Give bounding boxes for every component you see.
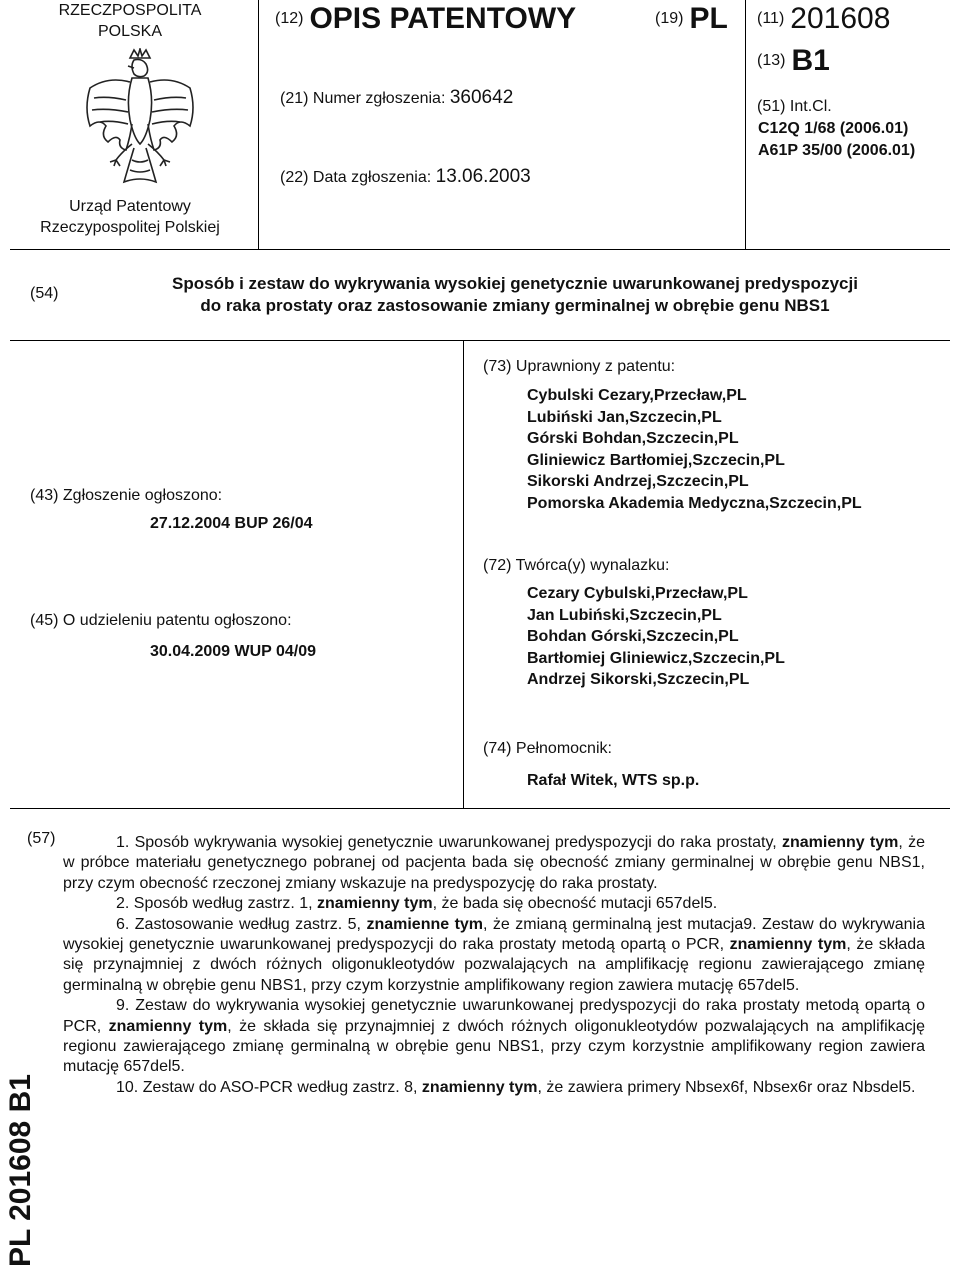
claim-1-text-a: 1. Sposób wykrywania wysokiej genetycznie uwarunkowanej predyspozycji do raka prostaty, [116,834,777,851]
claim-6-text-a: 6. Zastosowanie według zastrz. 5, [116,915,361,933]
proprietor-item: Cybulski Cezary,Przecław,PL [527,387,747,404]
abstract-code: (57) [27,830,56,847]
claim-2-text-b: , że bada się obecność mutacji 657del5. [432,895,718,913]
claim-6 [63,915,925,997]
claim-6-text-b: , że zmianą germinalną jest mutacja9. Zestaw do wykrywania wysokiej genetycznie uwarunkowanej predyspozycji do raka prostaty metodą opartą o PCR, [63,915,925,954]
inventor-item: Jan Lubiński,Szczecin,PL [527,606,722,624]
attorney-label: (74) Pełnomocnik: [483,740,612,757]
proprietors-list [527,385,862,515]
patent-office-name [20,196,240,238]
filing-date-value: 13.06.2003 [435,166,531,187]
biblio-column-divider [463,340,464,808]
claim-6-bold-2: znamienny tym [729,936,847,954]
patent-number-label: (11) [757,10,785,27]
biblio-bottom-rule [10,808,950,809]
country-code-value: PL [689,2,728,35]
application-number [280,87,513,109]
classification-1: C12Q 1/68 (2006.01) [758,120,909,137]
intcl-label: (51) Int.Cl. [757,98,832,115]
claim-9-text-a: 9. Zestaw do wykrywania wysokiej genetycznie uwarunkowanej predyspozycji do raka prostaty metodą opartą o PCR, [63,997,925,1035]
kind-code-label: (13) [757,52,786,69]
document-type-text: OPIS PATENTOWY [309,2,577,35]
claim-10 [63,1078,925,1098]
inventor-item: Bartłomiej Gliniewicz,Szczecin,PL [527,649,785,667]
inventors-label: (72) Twórca(y) wynalazku: [483,557,670,574]
title-bottom-rule [10,340,950,341]
country-line-2: POLSKA [97,23,163,40]
claim-1-text-b: , że w próbce materiału genetycznego pobranej od pacjenta bada się obecność zmiany germinalnej w obrębie genu NBS1, przy czym obecność rzeczonej zmiany wskazuje na predyspozycję do raka prostaty. [63,834,925,892]
publication-label: (43) Zgłoszenie ogłoszono: [30,487,223,504]
claim-2-bold: znamienny tym [317,895,433,913]
grant-label: (45) O udzieleniu patentu ogłoszono: [30,612,292,629]
proprietor-item: Gliniewicz Bartłomiej,Szczecin,PL [527,451,785,469]
claim-6-bold: znamienne tym [366,915,484,933]
title-line-2: do raka prostaty oraz zastosowanie zmiany germinalnej w obrębie genu NBS1 [200,296,830,315]
proprietors-label: (73) Uprawniony z patentu: [483,358,676,375]
attorney-value: Rafał Witek, WTS sp.p. [527,772,700,789]
claim-2 [63,894,925,914]
claim-9-bold: znamienny tym [108,1017,228,1035]
inventor-item: Cezary Cybulski,Przecław,PL [527,585,748,602]
claim-2-text-a: 2. Sposób według zastrz. 1, [116,895,313,913]
claim-1-bold: znamienny tym [781,834,899,851]
office-line-1: Urząd Patentowy [69,198,191,215]
abstract-text [63,833,925,1098]
proprietor-item: Górski Bohdan,Szczecin,PL [527,430,739,448]
filing-date [280,166,531,188]
document-type [275,2,576,36]
header-left-divider [258,0,259,249]
classification-2: A61P 35/00 (2006.01) [758,142,916,159]
claim-10-text-a: 10. Zestaw do ASO-PCR według zastrz. 8, [116,1078,418,1096]
polish-eagle-emblem [78,48,202,188]
proprietor-item: Pomorska Akademia Medyczna,Szczecin,PL [527,494,862,512]
country-code [655,2,728,36]
claim-10-text-b: , że zawiera primery Nbsex6f, Nbsex6r oraz Nbsdel5. [537,1078,916,1096]
grant-value: 30.04.2009 WUP 04/09 [150,643,317,660]
application-number-value: 360642 [449,87,514,108]
country-name [20,0,240,42]
patent-number [757,2,890,36]
header-bottom-rule [10,249,950,250]
claim-10-bold: znamienny tym [421,1078,538,1096]
claim-9-text-b: , że składa się przynajmniej z dwóch różnych oligonukleotydów pozwalających na amplifikację regionu zawierającego zmianę germinalną w obrębie genu NBS1, przy czym korzystnie amplifikowany region zawiera mutację 657del5. [63,1017,926,1076]
claim-6-text-c: , że składa się przynajmniej z dwóch różnych oligonukleotydów pozwalających na amplifikację regionu zawierającego zmianę germinalną w obrębie genu NBS1, przy czym korzystnie amplifikowany region zawiera mutację 657del5. [63,936,926,994]
side-patent-label: PL 201608 B1 [4,1074,37,1267]
inventors-list [527,583,785,691]
document-type-code: (12) [275,10,304,27]
publication-value: 27.12.2004 BUP 26/04 [150,515,313,532]
inventor-item: Andrzej Sikorski,Szczecin,PL [527,671,750,689]
inventor-item: Bohdan Górski,Szczecin,PL [527,628,739,646]
country-line-1: RZECZPOSPOLITA [58,2,202,19]
application-number-label: (21) Numer zgłoszenia: [280,90,446,107]
filing-date-label: (22) Data zgłoszenia: [280,169,432,186]
country-code-label: (19) [655,10,684,27]
claim-9 [63,996,925,1078]
office-line-2: Rzeczypospolitej Polskiej [40,219,220,236]
kind-code [757,44,830,78]
title-code: (54) [30,285,59,302]
header-right-divider [745,0,746,249]
kind-code-value: B1 [791,44,830,77]
invention-title [110,273,920,317]
patent-number-value: 201608 [790,2,891,35]
claim-1 [63,833,925,894]
proprietor-item: Lubiński Jan,Szczecin,PL [527,408,722,426]
title-line-1: Sposób i zestaw do wykrywania wysokiej genetycznie uwarunkowanej predyspozycji [172,274,858,293]
proprietor-item: Sikorski Andrzej,Szczecin,PL [527,473,749,491]
